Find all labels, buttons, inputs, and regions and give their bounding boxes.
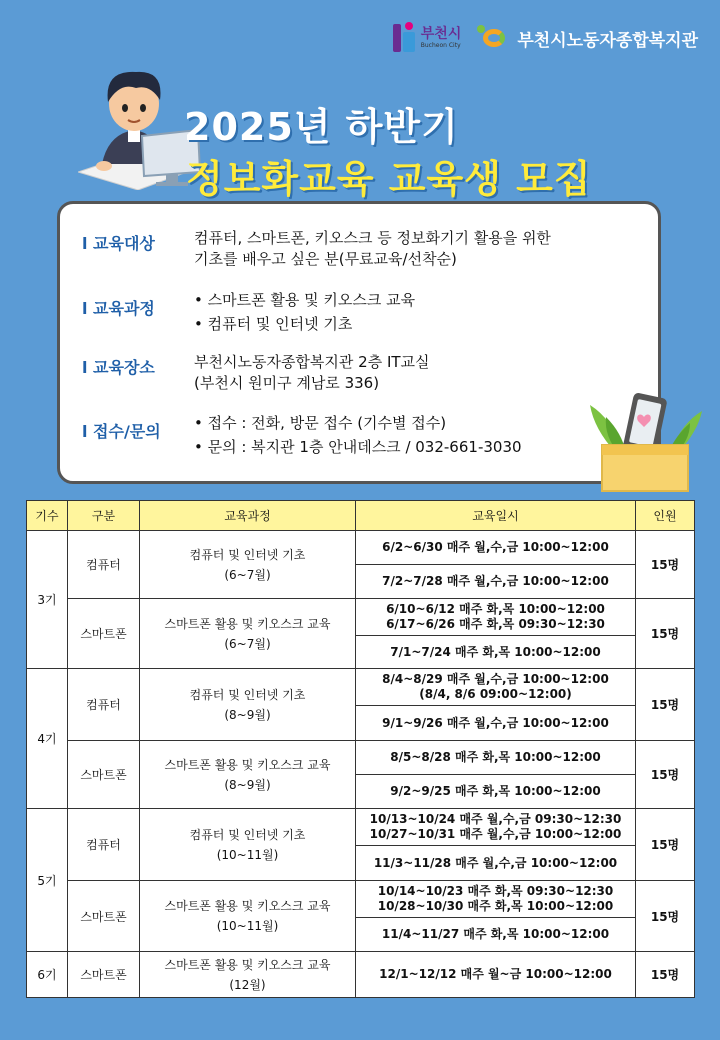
capacity-cell: 15명 bbox=[636, 599, 695, 669]
info-course-line2: • 컴퓨터 및 인터넷 기초 bbox=[194, 315, 353, 333]
city-logo-name: 부천시 bbox=[420, 26, 462, 42]
schedule-cell bbox=[356, 881, 636, 918]
info-row-place bbox=[82, 352, 644, 394]
info-course-line1: • 스마트폰 활용 및 키오스크 교육 bbox=[194, 291, 416, 309]
course-cell bbox=[140, 669, 356, 741]
info-place-line2: (부천시 원미구 계남로 336) bbox=[194, 374, 380, 392]
header-capacity: 인원 bbox=[636, 501, 695, 531]
schedule-cell: 9/2~9/25 매주 화,목 10:00~12:00 bbox=[356, 775, 636, 809]
schedule-line: 8/4~8/29 매주 월,수,금 10:00~12:00 bbox=[382, 672, 609, 686]
category-cell: 스마트폰 bbox=[68, 741, 140, 809]
capacity-cell: 15명 bbox=[636, 952, 695, 998]
schedule-table bbox=[26, 500, 695, 998]
header-course: 교육과정 bbox=[140, 501, 356, 531]
capacity-cell: 15명 bbox=[636, 531, 695, 599]
phone-plant-illustration bbox=[586, 383, 706, 495]
schedule-cell: 7/2~7/28 매주 월,수,금 10:00~12:00 bbox=[356, 565, 636, 599]
generation-cell: 4기 bbox=[27, 669, 68, 809]
schedule-cell: 9/1~9/26 매주 월,수,금 10:00~12:00 bbox=[356, 706, 636, 741]
welfare-center-emblem-icon bbox=[477, 25, 509, 51]
info-target-line2: 기초를 배우고 싶은 분(무료교육/선착순) bbox=[194, 250, 457, 268]
course-period: (8~9월) bbox=[224, 707, 271, 722]
header-schedule: 교육일시 bbox=[356, 501, 636, 531]
course-cell bbox=[140, 531, 356, 599]
info-box bbox=[57, 201, 661, 484]
bucheon-city-emblem-icon bbox=[393, 22, 417, 54]
info-label-place: l 교육장소 bbox=[82, 358, 155, 377]
category-cell: 스마트폰 bbox=[68, 881, 140, 952]
generation-cell: 3기 bbox=[27, 531, 68, 669]
welfare-center-name: 부천시노동자종합복지관 bbox=[517, 30, 698, 51]
table-row bbox=[27, 741, 695, 775]
capacity-cell: 15명 bbox=[636, 669, 695, 741]
category-cell: 컴퓨터 bbox=[68, 809, 140, 881]
course-cell bbox=[140, 881, 356, 952]
table-row bbox=[27, 952, 695, 998]
course-cell bbox=[140, 741, 356, 809]
course-name: 스마트폰 활용 및 키오스크 교육 bbox=[164, 616, 331, 631]
schedule-line: 6/10~6/12 매주 화,목 10:00~12:00 bbox=[386, 602, 605, 616]
schedule-cell bbox=[356, 669, 636, 706]
info-label-course: l 교육과정 bbox=[82, 299, 155, 318]
schedule-cell bbox=[356, 809, 636, 846]
schedule-line: 6/17~6/26 매주 화,목 09:30~12:30 bbox=[386, 617, 605, 631]
course-period: (10~11월) bbox=[216, 919, 279, 933]
info-text-contact bbox=[194, 411, 644, 459]
schedule-line: 10/27~10/31 매주 월,수,금 10:00~12:00 bbox=[369, 827, 622, 841]
course-cell bbox=[140, 809, 356, 881]
info-text-course bbox=[194, 288, 644, 336]
category-cell: 스마트폰 bbox=[68, 952, 140, 998]
header-category: 구분 bbox=[68, 501, 140, 531]
info-text-place bbox=[194, 352, 644, 394]
info-text-target bbox=[194, 228, 644, 270]
course-name: 컴퓨터 및 인터넷 기초 bbox=[189, 827, 306, 842]
schedule-cell bbox=[356, 599, 636, 636]
info-place-line1: 부천시노동자종합복지관 2층 IT교실 bbox=[194, 353, 430, 371]
course-name: 스마트폰 활용 및 키오스크 교육 bbox=[164, 899, 331, 913]
category-cell: 컴퓨터 bbox=[68, 669, 140, 741]
schedule-cell: 12/1~12/12 매주 월~금 10:00~12:00 bbox=[356, 952, 636, 998]
info-label-contact: l 접수/문의 bbox=[82, 422, 161, 441]
table-row bbox=[27, 599, 695, 636]
course-period: (10~11월) bbox=[216, 847, 279, 862]
bucheon-city-logo bbox=[393, 22, 462, 54]
table-row bbox=[27, 809, 695, 846]
table-row bbox=[27, 881, 695, 918]
course-name: 스마트폰 활용 및 키오스크 교육 bbox=[164, 757, 331, 772]
schedule-line: 10/13~10/24 매주 월,수,금 09:30~12:30 bbox=[369, 812, 622, 826]
info-row-target bbox=[82, 228, 644, 270]
info-contact-line1: • 접수 : 전화, 방문 접수 (기수별 접수) bbox=[194, 414, 447, 432]
course-period: (12월) bbox=[229, 977, 266, 992]
info-row-contact bbox=[82, 411, 644, 459]
course-cell bbox=[140, 599, 356, 669]
header-generation: 기수 bbox=[27, 501, 68, 531]
table-header-row bbox=[27, 501, 695, 531]
generation-cell: 5기 bbox=[27, 809, 68, 952]
capacity-cell: 15명 bbox=[636, 881, 695, 952]
schedule-line: 10/28~10/30 매주 화,목 10:00~12:00 bbox=[377, 899, 614, 913]
schedule-cell: 11/4~11/27 매주 화,목 10:00~12:00 bbox=[356, 918, 636, 952]
course-name: 스마트폰 활용 및 키오스크 교육 bbox=[164, 957, 331, 972]
course-name: 컴퓨터 및 인터넷 기초 bbox=[189, 547, 306, 562]
capacity-cell: 15명 bbox=[636, 741, 695, 809]
capacity-cell: 15명 bbox=[636, 809, 695, 881]
title-line-2: 정보화교육 교육생 모집 bbox=[186, 157, 592, 201]
info-target-line1: 컴퓨터, 스마트폰, 키오스크 등 정보화기기 활용을 위한 bbox=[194, 229, 551, 247]
schedule-cell: 7/1~7/24 매주 화,목 10:00~12:00 bbox=[356, 636, 636, 669]
generation-cell: 6기 bbox=[27, 952, 68, 998]
table-row bbox=[27, 669, 695, 706]
info-contact-line2: • 문의 : 복지관 1층 안내데스크 / 032-661-3030 bbox=[194, 438, 522, 456]
course-period: (6~7월) bbox=[224, 567, 271, 582]
schedule-cell: 8/5~8/28 매주 화,목 10:00~12:00 bbox=[356, 741, 636, 775]
category-cell: 스마트폰 bbox=[68, 599, 140, 669]
course-cell bbox=[140, 952, 356, 998]
logo-area bbox=[393, 18, 698, 58]
info-label-target: l 교육대상 bbox=[82, 234, 155, 253]
city-logo-sub: Bucheon City bbox=[420, 42, 461, 49]
category-cell: 컴퓨터 bbox=[68, 531, 140, 599]
schedule-cell: 11/3~11/28 매주 월,수,금 10:00~12:00 bbox=[356, 846, 636, 881]
course-period: (8~9월) bbox=[224, 777, 271, 792]
course-name: 컴퓨터 및 인터넷 기초 bbox=[189, 687, 306, 702]
course-period: (6~7월) bbox=[224, 636, 271, 651]
schedule-line: 10/14~10/23 매주 화,목 09:30~12:30 bbox=[377, 884, 614, 898]
schedule-line: (8/4, 8/6 09:00~12:00) bbox=[419, 687, 572, 701]
welfare-center-logo bbox=[477, 25, 698, 51]
info-row-course bbox=[82, 288, 644, 336]
table-row bbox=[27, 531, 695, 565]
title-line-1: 2025년 하반기 bbox=[184, 105, 459, 149]
schedule-cell: 6/2~6/30 매주 월,수,금 10:00~12:00 bbox=[356, 531, 636, 565]
